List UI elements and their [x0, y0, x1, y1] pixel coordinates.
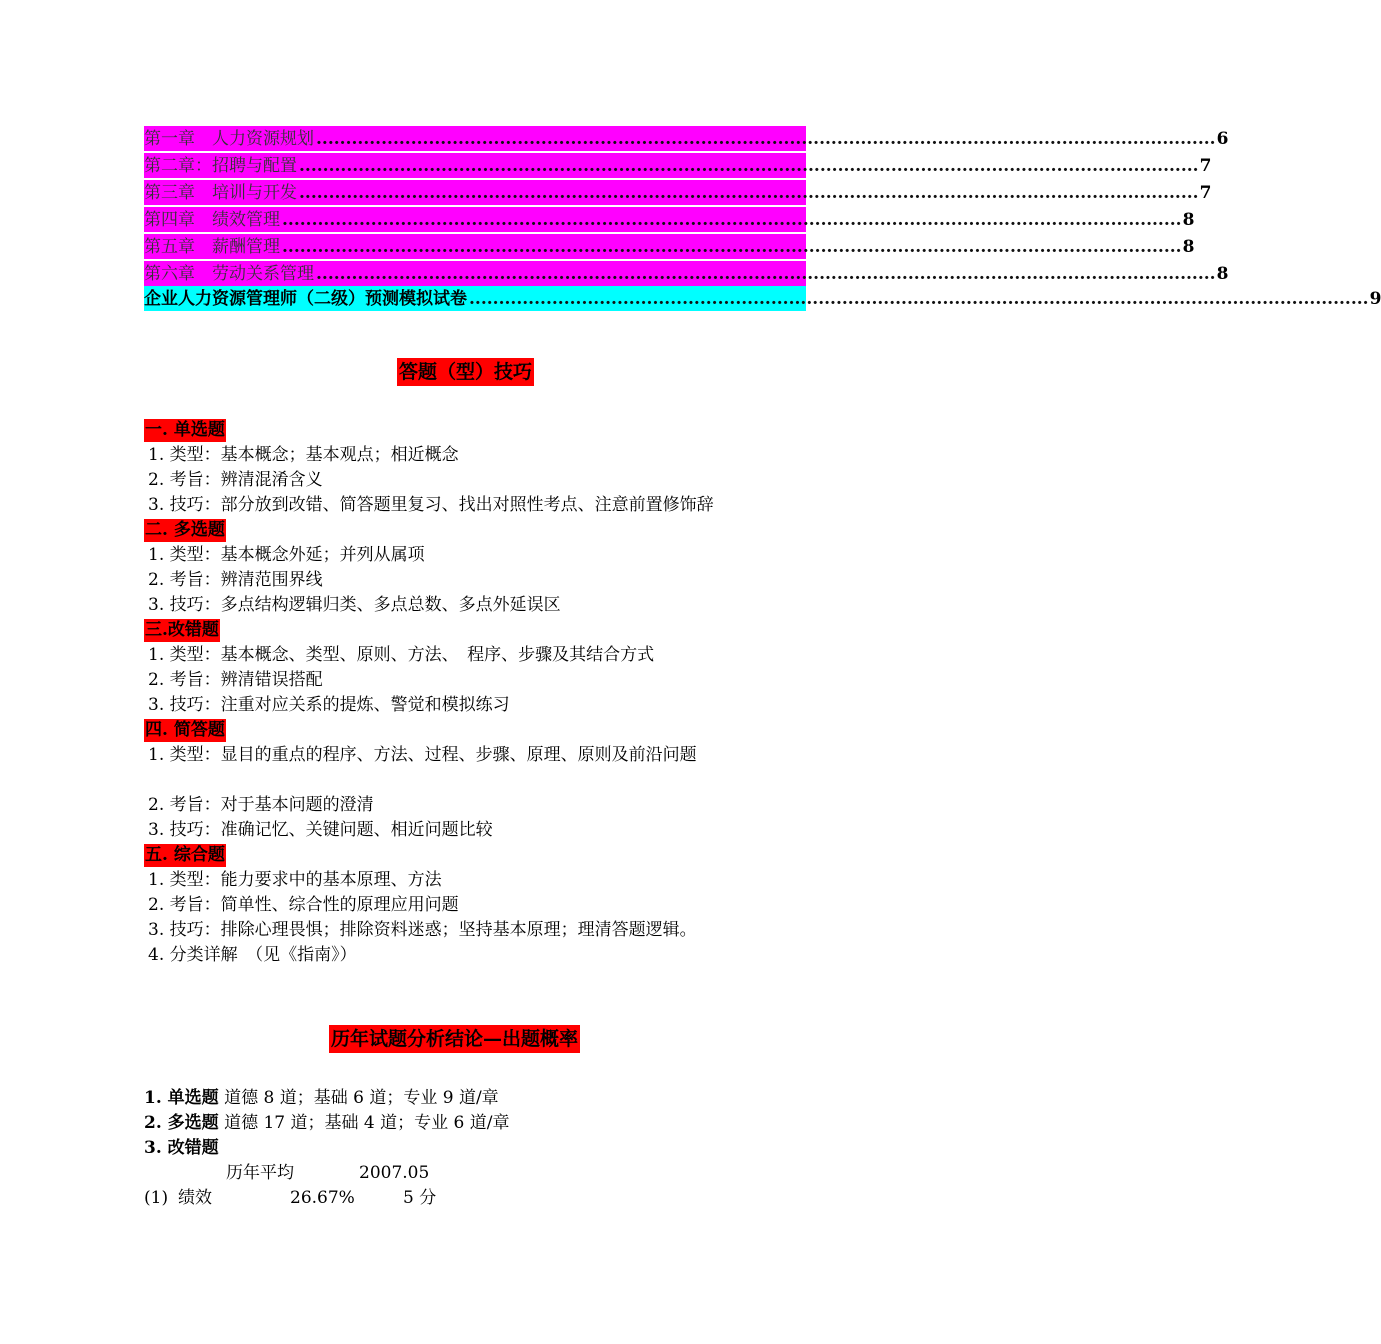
table-row: [144, 1186, 844, 1211]
frequency-label: 3. 改错题: [144, 1138, 219, 1158]
frequency-text: 道德 8 道；基础 6 道；专业 9 道/章: [218, 1088, 499, 1108]
toc-entry-page: 8: [1182, 237, 1195, 257]
toc-entry-title: 企业人力资源管理师（二级）预测模拟试卷: [144, 289, 467, 309]
question-type-heading: 五. 综合题: [145, 845, 225, 865]
list-item: 3. 技巧：排除心理畏惧；排除资料迷惑；坚持基本原理；理清答题逻辑。: [148, 920, 697, 940]
question-type-heading: 三.改错题: [145, 620, 219, 640]
section-title-answer-tips: 答题（型）技巧: [397, 358, 534, 386]
frequency-label: 1. 单选题: [144, 1088, 219, 1108]
list-item: 2. 考旨：辨清范围界线: [148, 570, 323, 590]
question-type-heading: 四. 简答题: [145, 720, 225, 740]
toc-leader-dots: ........................................................................................................................................................: [299, 156, 1199, 176]
toc-entry-title: 第六章 劳动关系管理: [144, 264, 314, 284]
toc-entry-title: 第四章 绩效管理: [144, 210, 280, 230]
list-item: 2. 考旨：辨清错误搭配: [148, 670, 323, 690]
toc-entry-title: 第二章：招聘与配置: [144, 156, 297, 176]
list-item: 1. 类型：基本概念、类型、原则、方法、 程序、步骤及其结合方式: [148, 645, 655, 665]
table-cell-average: 26.67%: [290, 1188, 355, 1208]
toc-leader-dots: ........................................................................................................................................................: [282, 237, 1182, 257]
question-type-list: [144, 418, 844, 968]
blank-line: [144, 768, 844, 793]
toc-entry-page: 8: [1216, 264, 1229, 284]
toc-entry[interactable]: [144, 232, 1195, 259]
toc-entry[interactable]: [144, 126, 1229, 151]
question-type-heading: 二. 多选题: [145, 520, 225, 540]
list-item: 2. 考旨：辨清混淆含义: [148, 470, 323, 490]
list-item: 1. 类型：能力要求中的基本原理、方法: [148, 870, 442, 890]
toc-entry[interactable]: [144, 205, 1195, 232]
question-type-heading: 一. 单选题: [145, 420, 225, 440]
table-of-contents: [144, 126, 1381, 311]
list-item: 3. 技巧：部分放到改错、简答题里复习、找出对照性考点、注意前置修饰辞: [148, 495, 714, 515]
frequency-section: [144, 1086, 844, 1211]
frequency-line: [144, 1136, 844, 1161]
table-header-row: [144, 1161, 844, 1186]
section-title-frequency: 历年试题分析结论—出题概率: [329, 1025, 580, 1053]
list-item: 2. 考旨：简单性、综合性的原理应用问题: [148, 895, 459, 915]
toc-entry-page: 9: [1369, 289, 1381, 309]
frequency-text: 道德 17 道；基础 4 道；专业 6 道/章: [218, 1113, 510, 1133]
toc-entry[interactable]: [144, 151, 1212, 178]
list-item: 3. 技巧：多点结构逻辑归类、多点总数、多点外延误区: [148, 595, 561, 615]
toc-entry-title: 第一章 人力资源规划: [144, 129, 314, 149]
frequency-line: [144, 1086, 844, 1111]
list-item: 4. 分类详解 （见《指南》）: [148, 945, 357, 965]
list-item: 1. 类型：基本概念外延；并列从属项: [148, 545, 425, 565]
list-item: 1. 类型：基本概念；基本观点；相近概念: [148, 445, 459, 465]
frequency-line: [144, 1111, 844, 1136]
list-item: 3. 技巧：准确记忆、关键问题、相近问题比较: [148, 820, 493, 840]
table-header-year: 2007.05: [359, 1163, 430, 1183]
toc-entry-title: 第三章 培训与开发: [144, 183, 297, 203]
table-header-average: 历年平均: [226, 1163, 294, 1183]
toc-entry-page: 7: [1199, 183, 1212, 203]
toc-leader-dots: ........................................................................................................................................................: [282, 210, 1182, 230]
table-cell-score: 5 分: [403, 1188, 437, 1208]
toc-entry[interactable]: [144, 178, 1212, 205]
list-item: 2. 考旨：对于基本问题的澄清: [148, 795, 374, 815]
toc-entry-page: 6: [1216, 129, 1229, 149]
toc-entry[interactable]: [144, 259, 1229, 286]
toc-entry[interactable]: [144, 286, 1381, 311]
toc-entry-title: 第五章 薪酬管理: [144, 237, 280, 257]
list-item: 1. 类型：显目的重点的程序、方法、过程、步骤、原理、原则及前沿问题: [148, 745, 697, 765]
table-cell-name: 绩效: [178, 1188, 212, 1208]
toc-leader-dots: ........................................................................................................................................................: [299, 183, 1199, 203]
toc-entry-page: 7: [1199, 156, 1212, 176]
toc-leader-dots: ........................................................................................................................................................: [316, 264, 1216, 284]
frequency-label: 2. 多选题: [144, 1113, 219, 1133]
toc-leader-dots: ........................................................................................................................................................: [469, 289, 1369, 309]
toc-entry-page: 8: [1182, 210, 1195, 230]
list-item: 3. 技巧：注重对应关系的提炼、警觉和模拟练习: [148, 695, 510, 715]
toc-leader-dots: ........................................................................................................................................................: [316, 129, 1216, 149]
table-cell-index: (1): [144, 1188, 169, 1208]
